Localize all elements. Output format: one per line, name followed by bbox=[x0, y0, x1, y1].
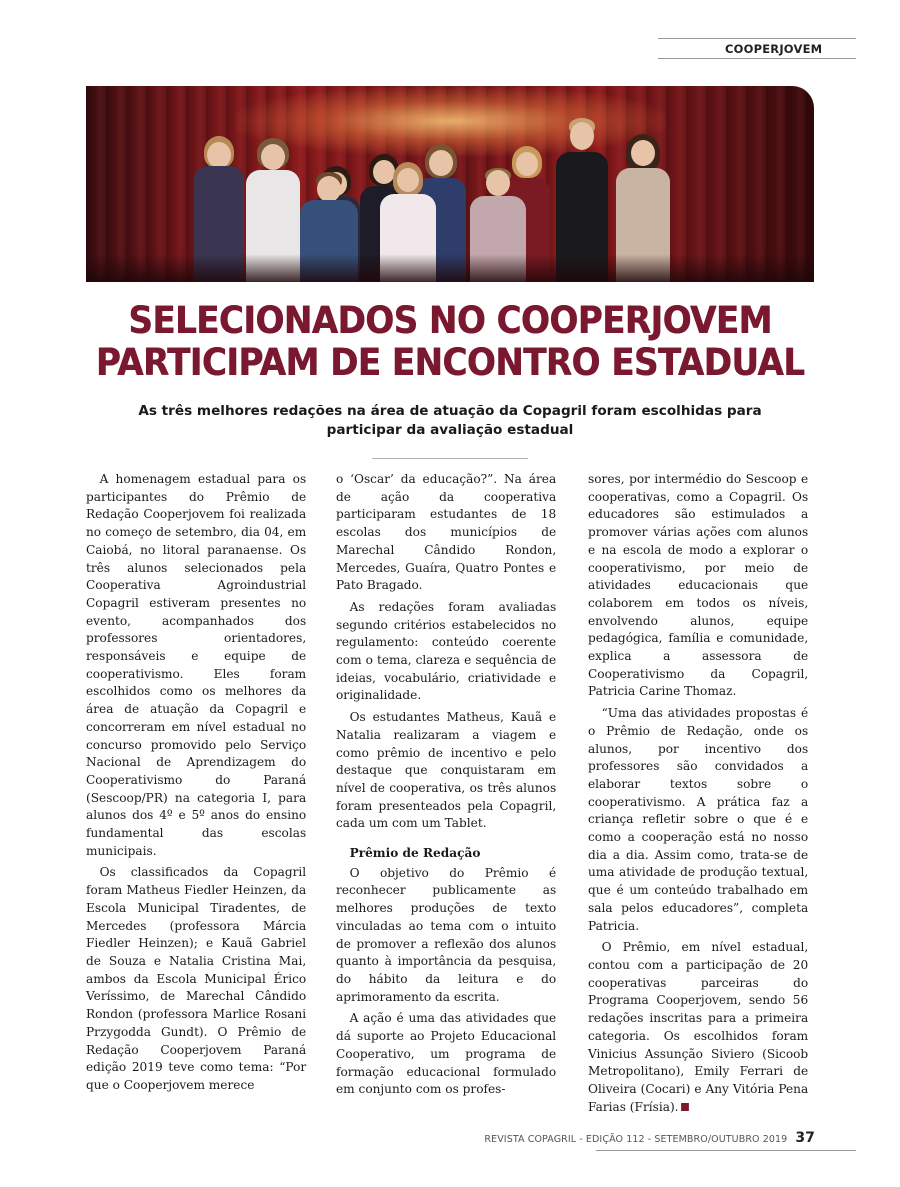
section-tag: COOPERJOVEM bbox=[725, 42, 823, 56]
paragraph: O objetivo do Prêmio é reconhecer publicamente as melhores produções de texto vinculadas ao tema com o intuito de promover a reflexão dos alunos quanto à importância da pesquisa, do hábito da leitura e do aprimoramento da escrita. bbox=[336, 864, 557, 1004]
group-photo bbox=[86, 86, 814, 282]
subtitle bbox=[120, 402, 780, 440]
page-number: 37 bbox=[795, 1130, 815, 1146]
subtitle-line-1: As três melhores redações na área de atuação da Copagril foram escolhidas para bbox=[138, 403, 762, 419]
paragraph-final bbox=[588, 938, 808, 1115]
subtitle-line-2: participar da avaliação estadual bbox=[326, 422, 574, 438]
footer-rule bbox=[596, 1150, 856, 1151]
publication-info: REVISTA COPAGRIL - EDIÇÃO 112 - SETEMBRO/OUTUBRO 2019 bbox=[484, 1134, 788, 1145]
article-column-2 bbox=[336, 470, 556, 1102]
section-heading: Prêmio de Redação bbox=[349, 845, 481, 861]
paragraph: Os classificados da Copagril foram Matheus Fiedler Heinzen, da Escola Municipal Tiradentes, de Mercedes (professora Márcia Fiedler Heinzen); e Kauã Gabriel de Souza e Natalia Cristina Mai, ambos da Escola Municipal Érico Veríssimo, de Marechal Cândido Rondon (professora Marlice Rosani Przygodda Gundt). O Prêmio de Redação Cooperjovem Paraná edição 2019 teve como tema: “Por que o Cooperjovem merece bbox=[86, 864, 307, 1092]
paragraph: As redações foram avaliadas segundo critérios estabelecidos no regulamento: conteúdo coerente com o tema, clareza e sequência de ideias, vocabulário, criatividade e originalidade. bbox=[336, 598, 557, 703]
paragraph: A homenagem estadual para os participantes do Prêmio de Redação Cooperjovem foi realizada no começo de setembro, dia 04, em Caiobá, no litoral paranaense. Os três alunos selecionados pela Cooperativa Agroindustrial Copagril estiveram presentes no evento, acompanhados dos professores orientadores, responsáveis e equipe de cooperativismo. Eles foram escolhidos como os melhores da área de atuação da Copagril e concorreram em nível estadual no concurso promovido pelo Serviço Nacional de Aprendizagem do Cooperativismo do Paraná (Sescoop/PR) na categoria I, para alunos dos 4º e 5º anos do ensino fundamental das escolas municipais. bbox=[86, 471, 307, 858]
paragraph: Os estudantes Matheus, Kauã e Natalia realizaram a viagem e como prêmio de incentivo e pelo destaque que conquistaram em nível de cooperativa, os três alunos foram presenteados pela Copagril, cada um com um Tablet. bbox=[336, 709, 557, 831]
paragraph: A ação é uma das atividades que dá suporte ao Projeto Educacional Cooperativo, um programa de formação educacional formulado em conjunto com os profes- bbox=[336, 1010, 557, 1097]
headline-line-1: SELECIONADOS NO COOPERJOVEM bbox=[128, 299, 772, 342]
article-column-3 bbox=[588, 470, 808, 1119]
page-footer bbox=[400, 1130, 815, 1146]
subtitle-divider bbox=[372, 458, 528, 459]
paragraph: “Uma das atividades propostas é o Prêmio de Redação, onde os alunos, por incentivo dos professores são convidados a elaborar textos sobre o cooperativismo. A prática faz a criança refletir sobre o que é e como a cooperação está no nosso dia a dia. Assim como, trata-se de uma atividade de produção textual, que é um conteúdo trabalhado em sala pelos educadores”, completa Patricia. bbox=[588, 705, 809, 933]
headline-line-2: PARTICIPAM DE ENCONTRO ESTADUAL bbox=[95, 341, 805, 384]
article-column-1 bbox=[86, 470, 306, 1098]
end-mark-icon bbox=[681, 1103, 689, 1111]
stage-floor bbox=[86, 254, 814, 282]
header-rule-top bbox=[658, 38, 856, 39]
paragraph: o ‘Oscar’ da educação?”. Na área de ação da cooperativa participaram estudantes de 18 escolas dos municípios de Marechal Cândido Rondon, Mercedes, Guaíra, Quatro Pontes e Pato Bragado. bbox=[336, 471, 557, 593]
paragraph: sores, por intermédio do Sescoop e cooperativas, como a Copagril. Os educadores são estimulados a promover várias ações com alunos e na escola de modo a explorar o cooperativismo, por meio de atividades educacionais que colaborem em todos os níveis, envolvendo alunos, equipe pedagógica, família e comunidade, explica a assessora de Cooperativismo da Copagril, Patricia Carine Thomaz. bbox=[588, 471, 809, 699]
final-paragraph-text: O Prêmio, em nível estadual, contou com a participação de 20 cooperativas parceiras do Programa Cooperjovem, sendo 56 redações inscritas para a primeira categoria. Os escolhidos foram Vinicius Assunção Siviero (Sicoob Metropolitano), Emily Ferrari de Oliveira (Cocari) e Any Vitória Pena Farias (Frísia). bbox=[588, 939, 809, 1114]
header-rule-bottom bbox=[658, 58, 856, 59]
